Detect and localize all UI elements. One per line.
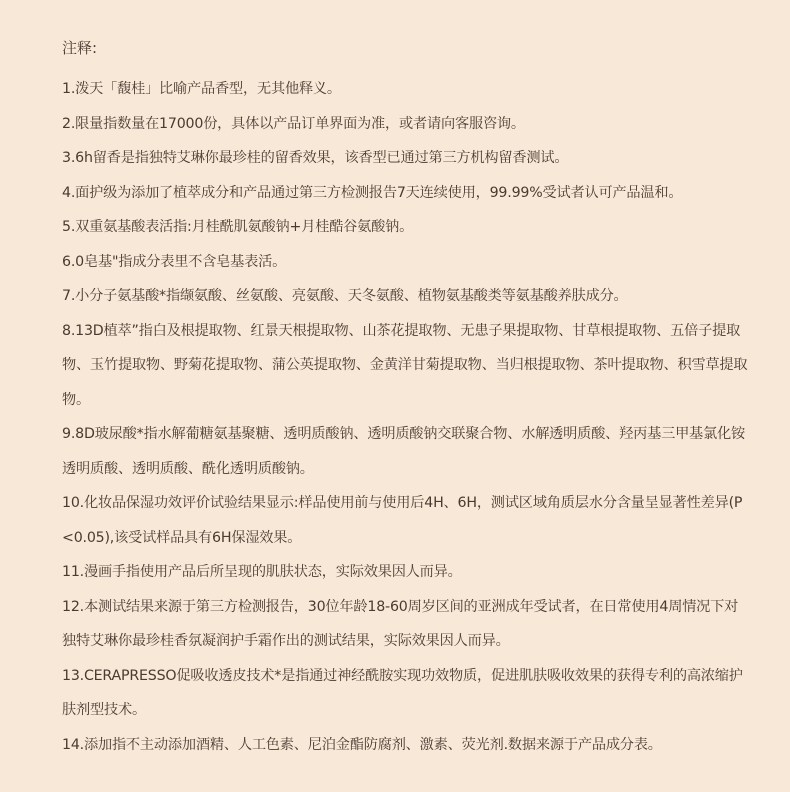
note-12: 12.本测试结果来源于第三方检测报告，30位年龄18-60周岁区间的亚洲成年受试者，在日常使用4周情况下对独特艾琳你最珍桂香氛凝润护手霜作出的测试结果，实际效果因人而异。 xyxy=(62,598,739,649)
note-7: 7.小分子氨基酸*指缬氨酸、丝氨酸、亮氨酸、天冬氨酸、植物氨基酸类等氨基酸养肤成分。 xyxy=(62,288,628,304)
note-1: 1.泼天「馥桂」比喻产品香型，无其他释义。 xyxy=(62,81,341,97)
note-10: 10.化妆品保湿功效评价试验结果显示:样品使用前与使用后4H、6H，测试区域角质层水分含量呈显著性差异(P<0.05),该受试样品具有6H保湿效果。 xyxy=(62,495,743,546)
note-9: 9.8D玻尿酸*指水解葡糖氨基聚糖、透明质酸钠、透明质酸钠交联聚合物、水解透明质酸、羟丙基三甲基氯化铵透明质酸、透明质酸、酰化透明质酸钠。 xyxy=(62,426,746,477)
note-13: 13.CERAPRESSO促吸收透皮技术*是指通过神经酰胺实现功效物质，促进肌肤吸收效果的获得专利的高浓缩护肤剂型技术。 xyxy=(62,667,743,718)
note-8: 8.13D植萃”指白及根提取物、红景天根提取物、山茶花提取物、无患子果提取物、甘草根提取物、五倍子提取物、玉竹提取物、野菊花提取物、蒲公英提取物、金黄洋甘菊提取物、当归根提取物、茶叶提取物、积雪草提取物。 xyxy=(62,322,748,408)
note-14: 14.添加指不主动添加酒精、人工色素、尼泊金酯防腐剂、激素、荧光剂.数据来源于产品成分表。 xyxy=(62,736,662,753)
note-6: 6.0皂基"指成分表里不含皂基表活。 xyxy=(62,253,287,270)
notes-title: 注释: xyxy=(62,39,98,57)
notes-list xyxy=(62,72,750,762)
note-3: 3.6h留香是指独特艾琳你最珍桂的留香效果，该香型已通过第三方机构留香测试。 xyxy=(62,150,569,166)
note-4: 4.面护级为添加了植萃成分和产品通过第三方检测报告7天连续使用，99.99%受试者认可产品温和。 xyxy=(62,184,683,201)
note-5: 5.双重氨基酸表活指:月桂酰肌氨酸钠+月桂酷谷氨酸钠。 xyxy=(62,219,414,235)
note-11: 11.漫画手指使用产品后所呈现的肌肤状态，实际效果因人而异。 xyxy=(62,564,462,580)
note-2: 2.限量指数量在17000份，具体以产品订单界面为准，或者请向客服咨询。 xyxy=(62,115,525,132)
